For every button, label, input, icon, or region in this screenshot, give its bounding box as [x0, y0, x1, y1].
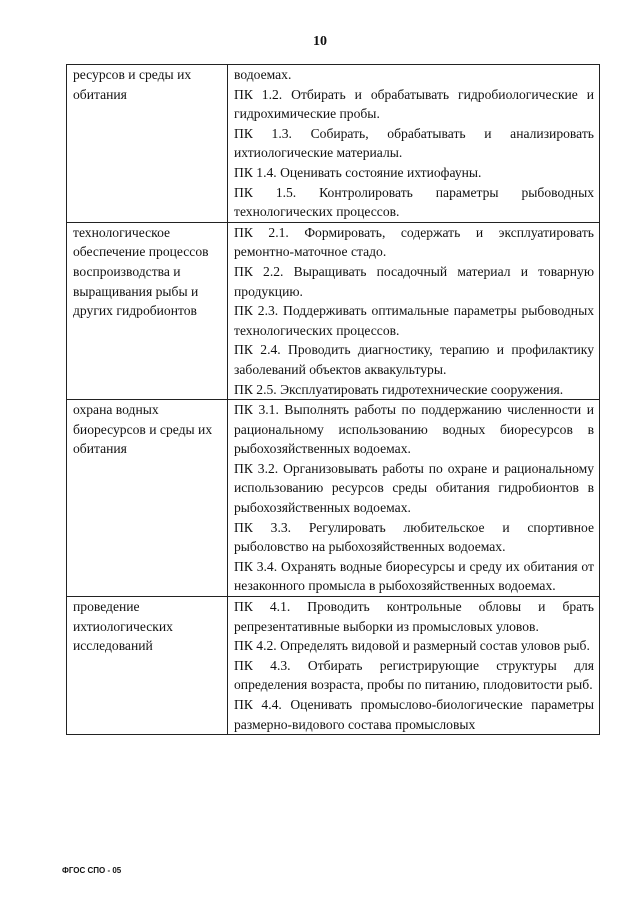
activity-cell: ресурсов и среды их обитания [67, 65, 228, 223]
table-row [67, 597, 600, 735]
competency-item: ПК 2.4. Проводить диагностику, терапию и профилактику заболеваний объектов аквакультуры. [234, 342, 594, 377]
competency-item: ПК 4.1. Проводить контрольные обловы и брать репрезентативные выборки из промысловых уловов. [234, 599, 594, 634]
competency-item: ПК 2.1. Формировать, содержать и эксплуатировать ремонтно-маточное стадо. [234, 224, 594, 260]
competency-item: ПК 2.5. Эксплуатировать гидротехнические сооружения. [234, 381, 564, 397]
competency-item: ПК 4.2. Определять видовой и размерный состав уловов рыб. [234, 638, 590, 654]
competencies-cell [228, 597, 600, 735]
competency-item: ПК 3.1. Выполнять работы по поддержанию численности и рациональному использованию водных биоресурсов в рыбохозяйственных водоемах. [234, 402, 594, 457]
footer-standard-code: ФГОС СПО - 05 [62, 866, 122, 875]
competency-item: ПК 3.3. Регулировать любительское и спортивное рыболовство на рыбохозяйственных водоемах. [234, 519, 594, 555]
competency-item: ПК 4.3. Отбирать регистрирующие структуры для определения возраста, пробы по питанию, плодовитости рыб. [234, 657, 594, 693]
activity-cell: проведение ихтиологических исследований [67, 597, 228, 735]
activity-cell: технологическое обеспечение процессов воспроизводства и выращивания рыбы и других гидробионтов [67, 222, 228, 399]
competency-item: водоемах. [234, 67, 292, 82]
competency-item: ПК 2.2. Выращивать посадочный материал и товарную продукцию. [234, 263, 594, 299]
table-row [67, 400, 600, 597]
competency-item: ПК 1.2. Отбирать и обрабатывать гидробиологические и гидрохимические пробы. [234, 86, 594, 122]
competency-item: ПК 3.2. Организовывать работы по охране и рациональному использованию ресурсов среды обитания гидробионтов в рыбохозяйственных водоемах. [234, 460, 594, 516]
competencies-table [66, 64, 600, 735]
page-number: 10 [313, 34, 327, 49]
competencies-cell [228, 400, 600, 597]
competency-item: ПК 1.3. Собирать, обрабатывать и анализировать ихтиологические материалы. [234, 125, 594, 161]
competency-item: ПК 4.4. Оценивать промыслово-биологические параметры размерно-видового состава промысловых [234, 697, 594, 732]
table-row [67, 65, 600, 223]
competency-item: ПК 2.3. Поддерживать оптимальные параметры рыбоводных технологических процессов. [234, 303, 594, 338]
competencies-cell [228, 65, 600, 223]
competency-item: ПК 3.4. Охранять водные биоресурсы и среду их обитания от незаконного промысла в рыбохозяйственных водоемах. [234, 558, 594, 594]
activity-cell: охрана водных биоресурсов и среды их обитания [67, 400, 228, 597]
competency-item: ПК 1.5. Контролировать параметры рыбоводных технологических процессов. [234, 184, 594, 220]
competency-item: ПК 1.4. Оценивать состояние ихтиофауны. [234, 164, 482, 180]
table-row [67, 222, 600, 399]
competencies-cell [228, 222, 600, 399]
